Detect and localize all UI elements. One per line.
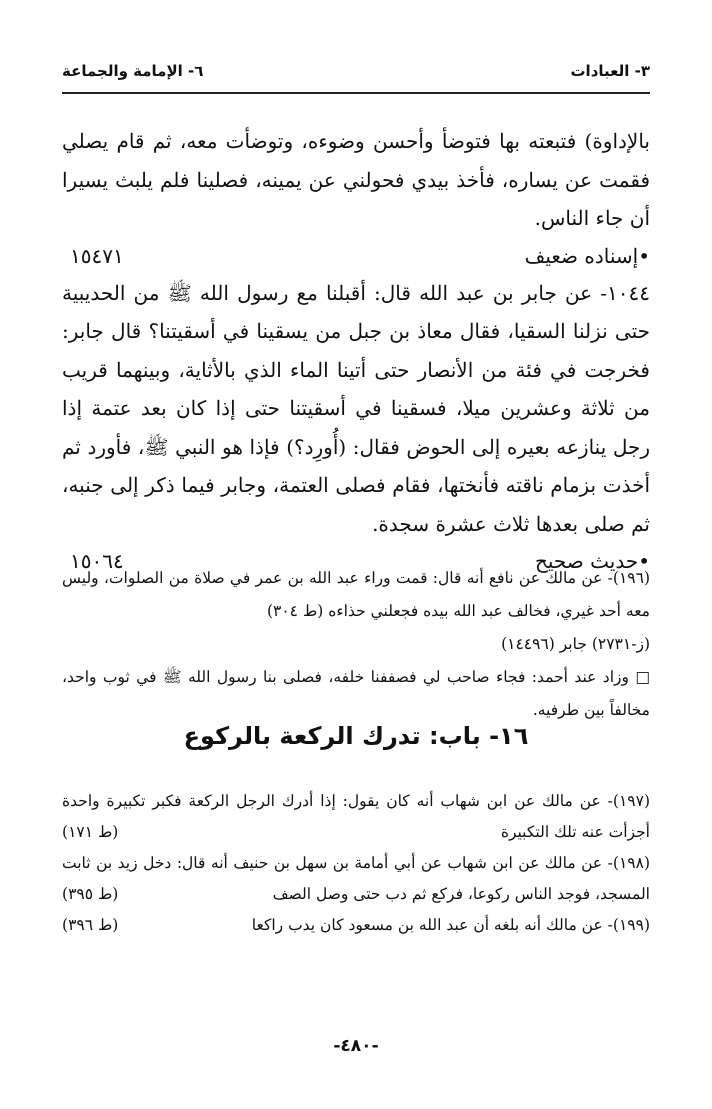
entry-ref: (ط ٣٩٦) (62, 916, 119, 934)
entry (62, 910, 650, 941)
grade-label: •حديث صحيح (534, 549, 650, 573)
footnote: (١٩٦)- عن مالك عن نافع أنه قال: قمت وراء عبد الله بن عمر في صلاة من الصلوات، وليس معه أحد غيري، فخالف عبد الله بيده فجعلني حذاءه (ط ٣٠٤) (62, 569, 650, 620)
hadith-number: ١٥٤٧١ (70, 243, 124, 268)
footnote: □ وزاد عند أحمد: فجاء صاحب لي فصففنا خلفه، فصلى بنا رسول الله ﷺ في ثوب واحد، مخالفاً بين طرفيه. (62, 668, 650, 719)
main-text (62, 122, 650, 579)
entry-text: (١٩٧)- عن مالك عن ابن شهاب أنه كان يقول: إذا أدرك الرجل الركعة فكبر تكبيرة واحدة أجزأت عنه تلك التكبيرة (62, 792, 650, 841)
entry-text: (١٩٨)- عن مالك عن ابن شهاب عن أبي أمامة بن سهل بن حنيف أنه قال: دخل زيد بن ثابت المسجد، فوجد الناس ركوعا، فركع ثم دب حتى وصل الصف (62, 854, 650, 903)
entries-list (62, 786, 650, 941)
hadith-paragraph: ١٠٤٤- عن جابر بن عبد الله قال: أقبلنا مع رسول الله ﷺ من الحديبية حتى نزلنا السقيا، فقال معاذ بن جبل من يسقينا في أسقيتنا؟ قال جابر: فخرجت في فئة من الأنصار حتى أتينا الماء الذي بالأثاية، وبينهما قريب من ثلاثة وعشرين ميلا، فسقينا في أسقيتنا حتى إذا كان بعد عتمة إذا رجل ينازعه بعيره إلى الحوض فقال: (أُورِد؟) فإذا هو النبي ﷺ، فأورد ثم أخذت بزمام ناقته فأنختها، فقام فصلى العتمة، وجابر فيما ذكر إلى جنبه، ثم صلى بعدها ثلاث عشرة سجدة. (62, 280, 650, 536)
page-number: -٤٨٠- (333, 1036, 379, 1056)
header-book-title: ٣- العبادات (570, 62, 650, 80)
entry-ref: (ط ٣٩٥) (62, 885, 119, 903)
entry-ref: (ط ١٧١) (62, 823, 119, 841)
entry (62, 786, 650, 848)
header-rule (62, 92, 650, 94)
header-chapter-title: ٦- الإمامة والجماعة (62, 62, 204, 80)
chapter-heading: ١٦- باب: تدرك الركعة بالركوع (183, 722, 529, 750)
entry (62, 848, 650, 910)
entry-text: (١٩٩)- عن مالك أنه بلغه أن عبد الله بن مسعود كان يدب راكعا (251, 916, 650, 934)
paragraph: بالإداوة) فتبعته بها فتوضأ وأحسن وضوءه، وتوضأت معه، ثم قام يصلي فقمت عن يساره، فأخذ بيدي فحولني عن يمينه، فصلينا فلم يلبث يسيرا أن جاء الناس. (62, 129, 650, 230)
running-header (62, 62, 650, 88)
grade-label: •إسناده ضعيف (524, 243, 650, 268)
footnote-reference: (ز-٢٧٣١) جابر (١٤٤٩٦) (501, 635, 650, 653)
hadith-grade (62, 238, 650, 274)
hadith-number: ١٥٠٦٤ (70, 549, 124, 573)
footnotes (62, 562, 650, 727)
